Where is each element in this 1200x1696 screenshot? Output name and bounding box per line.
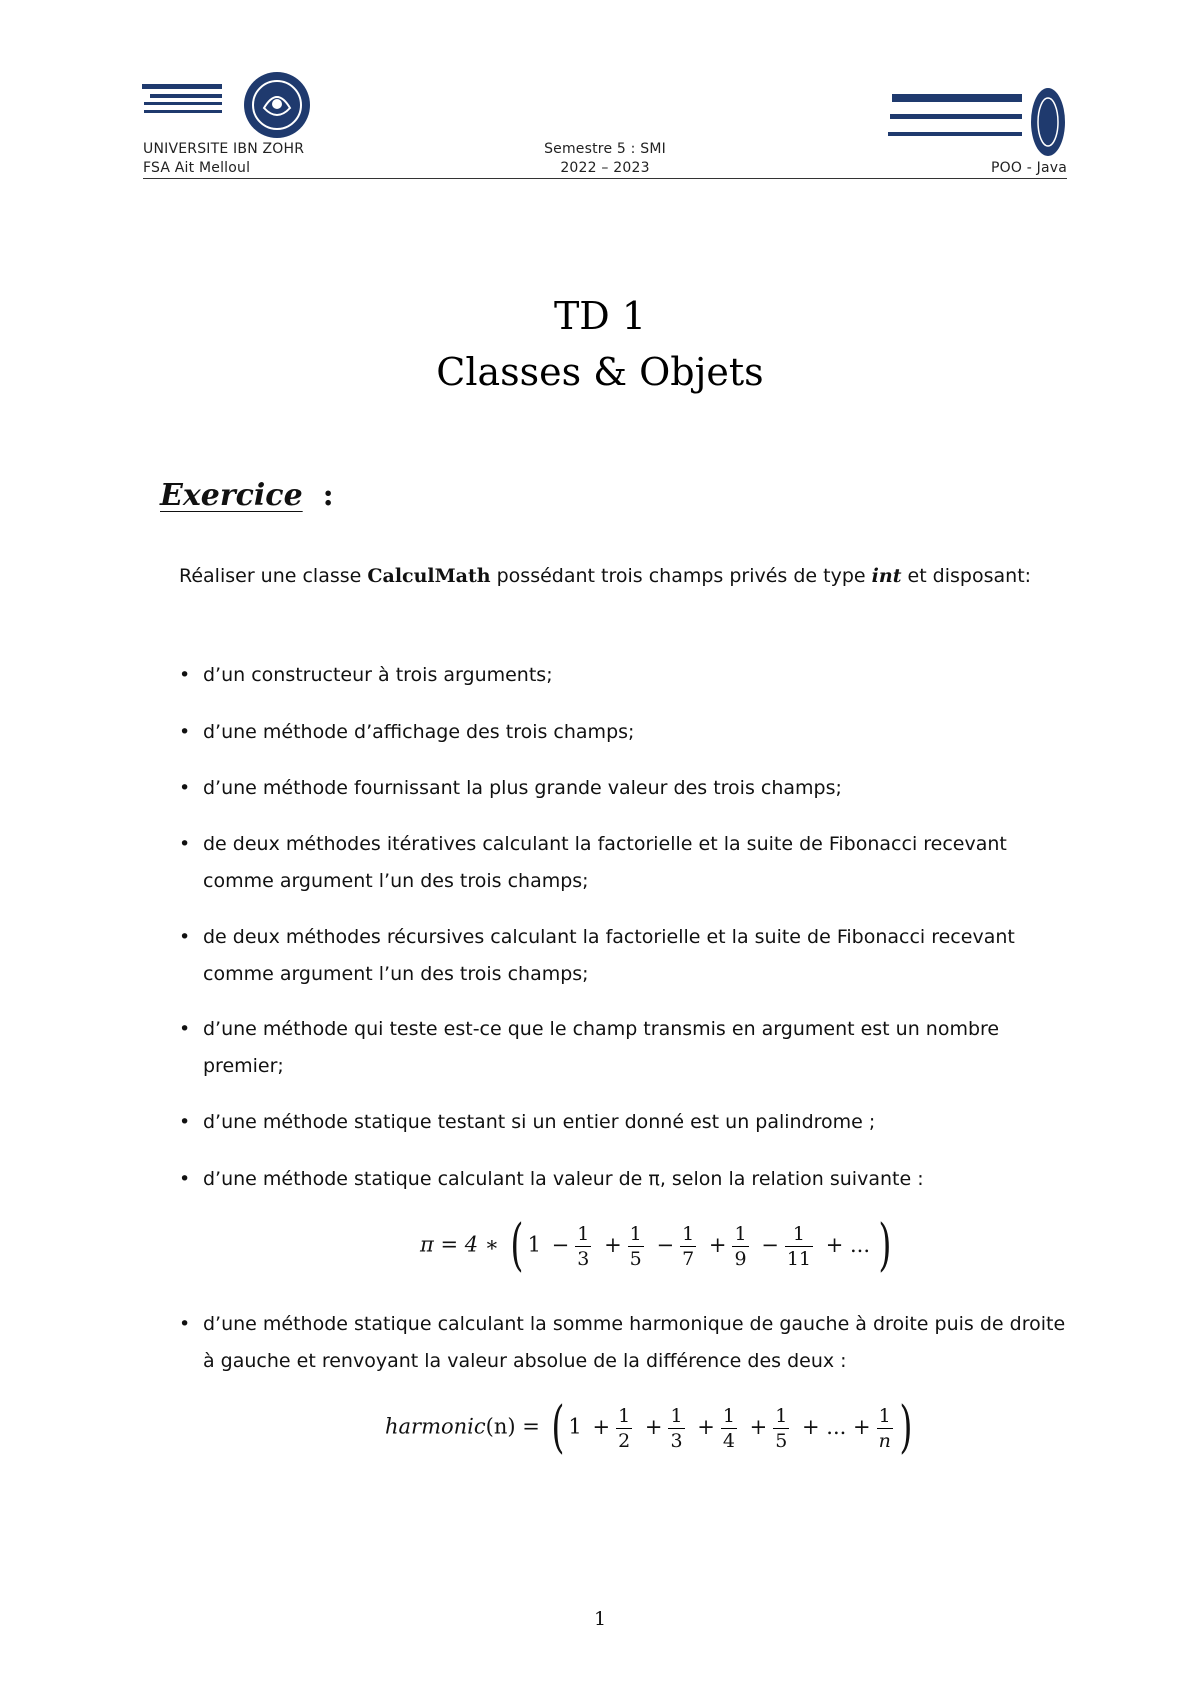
bullet-icon: • [179,926,191,948]
header-divider [143,178,1067,179]
pi-one: 1 [527,1232,541,1257]
list-item-text: de deux méthodes itératives calculant la factorielle et la suite de Fibonacci recevant comme argument l’un des trois champs; [203,833,1007,892]
denominator: 9 [734,1247,747,1270]
denominator: n [878,1429,891,1452]
list-item-text: d’une méthode d’affichage des trois champs; [203,721,635,743]
list-item [179,1104,1067,1141]
numerator: 1 [670,1404,683,1427]
university-logo [142,70,317,140]
fraction [668,1404,684,1453]
numerator: 1 [877,1404,893,1429]
numerator: 1 [577,1222,590,1245]
denominator: 2 [618,1429,631,1452]
bullet-icon: • [179,1313,191,1335]
fraction [785,1222,813,1271]
university-name: UNIVERSITE IBN ZOHR [143,141,305,157]
list-item [179,1306,1067,1380]
intro-text-3: et disposant: [901,565,1032,587]
close-paren: ) [878,1213,892,1278]
bullet-icon: • [179,1111,191,1133]
numerator: 1 [785,1222,813,1247]
bullet-icon: • [179,777,191,799]
faculty-name: FSA Ait Melloul [143,160,251,176]
numerator: 1 [722,1404,735,1427]
harmonic-arg: (n) = [485,1414,540,1439]
list-item [179,1011,1067,1085]
fraction [721,1404,737,1453]
bullet-icon: • [179,664,191,686]
exercise-label: Exercice [160,478,303,513]
intro-text-1: Réaliser une classe [179,565,368,587]
harmonic-formula [385,1395,917,1460]
fraction [773,1404,789,1453]
pi-sign: + [708,1232,727,1257]
harmonic-ellipsis: + ... + [802,1414,871,1439]
numerator: 1 [734,1222,747,1245]
numerator: 1 [775,1404,788,1427]
denominator: 3 [577,1247,590,1270]
denominator: 3 [670,1429,683,1452]
type-name: int [871,565,902,587]
intro-text-2: possédant trois champs privés de type [490,565,872,587]
academic-year: 2022 – 2023 [560,160,650,176]
list-item [179,919,1067,993]
denominator: 7 [682,1247,695,1270]
bullet-icon: • [179,833,191,855]
fraction [575,1222,591,1271]
list-item [179,826,1067,900]
list-item-text: d’un constructeur à trois arguments; [203,664,553,686]
pi-tail: + ... [825,1232,871,1257]
harmonic-sign: + [592,1414,611,1439]
exercise-colon: : [322,478,334,513]
numerator: 1 [629,1222,642,1245]
pi-sign: + [604,1232,622,1257]
list-item-text: d’une méthode statique testant si un entier donné est un palindrome ; [203,1111,876,1133]
list-item-text: d’une méthode qui teste est-ce que le champ transmis en argument est un nombre premier; [203,1018,1000,1077]
pi-sign: − [656,1232,675,1257]
bullet-icon: • [179,721,191,743]
close-paren: ) [899,1395,913,1460]
denominator: 11 [786,1247,812,1270]
list-item [179,770,1067,807]
harmonic-sign: + [697,1414,715,1439]
list-item-text: de deux méthodes récursives calculant la factorielle et la suite de Fibonacci recevant comme argument l’un des trois champs; [203,926,1015,985]
list-item-text: d’une méthode fournissant la plus grande valeur des trois champs; [203,777,842,799]
document-title: TD 1 [553,294,647,338]
fraction [616,1404,632,1453]
list-item [179,1161,1067,1198]
pi-formula [420,1213,896,1278]
fraction [680,1222,696,1271]
intro-paragraph [143,558,1067,595]
harmonic-one: 1 [568,1414,582,1439]
denominator: 5 [775,1429,788,1452]
numerator: 1 [682,1222,695,1245]
list-item-text: d’une méthode statique calculant la valeur de π, selon la relation suivante : [203,1168,924,1190]
exercise-heading [160,478,334,513]
class-name: CalculMath [367,565,491,587]
open-paren: ( [510,1213,524,1278]
numerator: 1 [618,1404,631,1427]
pi-lhs: π = 4 ∗ [420,1232,500,1257]
bullet-icon: • [179,1168,191,1190]
page-number: 1 [593,1608,607,1630]
semester: Semestre 5 : SMI [544,141,666,157]
list-item-text: d’une méthode statique calculant la somme harmonique de gauche à droite puis de droite à gauche et renvoyant la valeur absolue de la différence des deux : [203,1313,1066,1372]
course-name: POO - Java [990,160,1067,176]
harmonic-name: harmonic [385,1414,486,1439]
document-subtitle: Classes & Objets [436,350,764,394]
pi-sign: − [551,1232,570,1257]
header-row-2 [143,160,1067,180]
fraction [877,1404,893,1453]
list-item [179,714,1067,751]
harmonic-sign: + [644,1414,663,1439]
bullet-icon: • [179,1018,191,1040]
open-paren: ( [550,1395,565,1460]
pi-sign: − [761,1232,779,1257]
denominator: 4 [722,1429,735,1452]
harmonic-sign: + [749,1414,768,1439]
header-row-1 [143,141,1067,161]
fraction [628,1222,644,1271]
denominator: 5 [629,1247,642,1270]
list-item [179,657,1067,694]
fraction [732,1222,748,1271]
